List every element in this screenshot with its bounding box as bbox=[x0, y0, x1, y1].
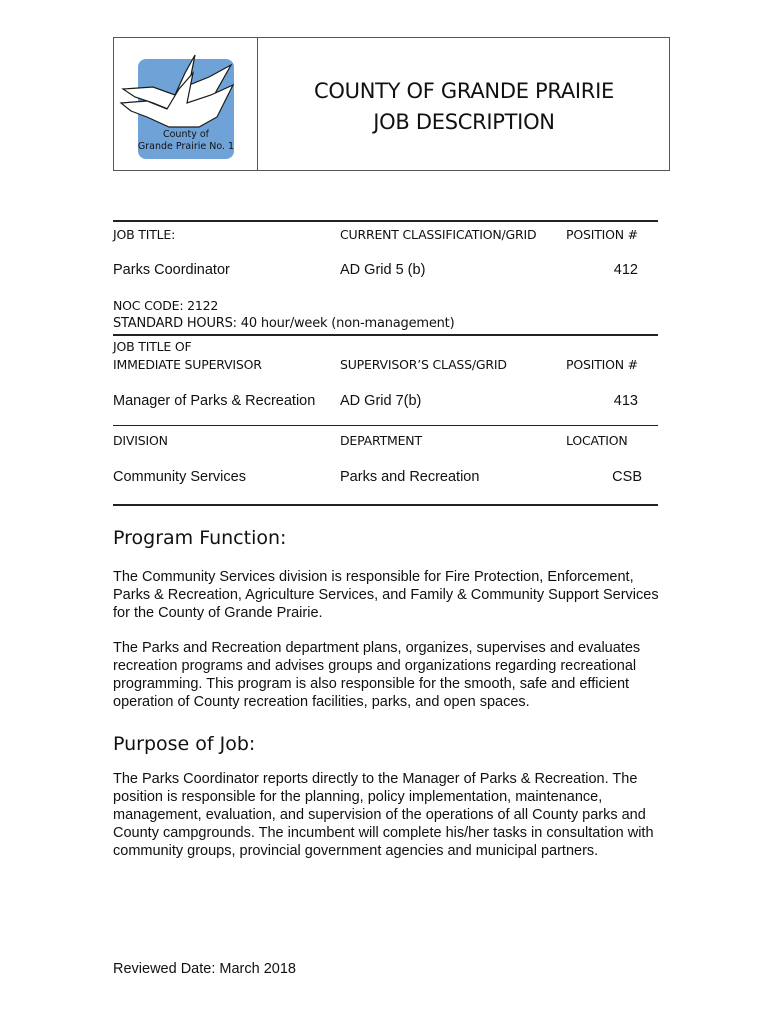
page-title-line2: JOB DESCRIPTION bbox=[373, 110, 555, 134]
department-label: DEPARTMENT bbox=[340, 433, 422, 448]
page-title-line1: COUNTY OF GRANDE PRAIRIE bbox=[314, 79, 614, 103]
supervisor-label-line1: JOB TITLE OF bbox=[113, 339, 192, 354]
supervisor-title-value: Manager of Parks & Recreation bbox=[113, 393, 316, 409]
program-function-heading: Program Function: bbox=[113, 527, 287, 549]
purpose-paragraph: The Parks Coordinator reports directly to the Manager of Parks & Recreation. The position is responsible for the planning, policy implementation, maintenance, management, evaluation, and supervision of the operations of all County parks and County campgrounds. The incumbent will complete his/her tasks in consultation with community groups, provincial government agencies and municipal partners. bbox=[113, 771, 654, 859]
classification-label: CURRENT CLASSIFICATION/GRID bbox=[340, 227, 537, 242]
division-label: DIVISION bbox=[113, 433, 168, 448]
purpose-heading: Purpose of Job: bbox=[113, 733, 256, 755]
supervisor-class-value: AD Grid 7(b) bbox=[340, 393, 422, 409]
supervisor-label-line2: IMMEDIATE SUPERVISOR bbox=[113, 357, 262, 372]
supervisor-position-value: 413 bbox=[613, 393, 638, 409]
divider-supervisor bbox=[113, 334, 658, 336]
noc-code: NOC CODE: 2122 bbox=[113, 298, 219, 313]
division-value: Community Services bbox=[113, 469, 246, 485]
department-value: Parks and Recreation bbox=[340, 469, 480, 485]
supervisor-class-label: SUPERVISOR’S CLASS/GRID bbox=[340, 357, 507, 372]
job-title-label: JOB TITLE: bbox=[113, 227, 176, 242]
position-value: 412 bbox=[613, 262, 638, 278]
position-label: POSITION # bbox=[566, 227, 638, 242]
divider-bottom bbox=[113, 504, 658, 506]
classification-value: AD Grid 5 (b) bbox=[340, 262, 426, 278]
divider-top bbox=[113, 220, 658, 222]
job-title-value: Parks Coordinator bbox=[113, 262, 230, 278]
logo-text-line2: Grande Prairie No. 1 bbox=[137, 141, 235, 152]
location-value: CSB bbox=[612, 469, 642, 485]
standard-hours: STANDARD HOURS: 40 hour/week (non-management) bbox=[113, 316, 455, 331]
logo-cell bbox=[113, 37, 258, 171]
county-logo bbox=[113, 37, 258, 171]
program-function-paragraph2: The Parks and Recreation department plans, organizes, supervises and evaluates recreation programs and advises groups and organizations regarding recreational programming. This program is also responsible for the smooth, safe and efficient operation of County recreation facilities, parks, and open spaces. bbox=[113, 640, 641, 710]
supervisor-position-label: POSITION # bbox=[566, 357, 638, 372]
logo-text-line1: County of bbox=[162, 129, 210, 140]
program-function-paragraph1: The Community Services division is responsible for Fire Protection, Enforcement, Parks & Recreation, Agriculture Services, and Family & Community Support Services for the County of Grande Prairie. bbox=[113, 569, 659, 621]
divider-division bbox=[113, 425, 658, 426]
reviewed-date: Reviewed Date: March 2018 bbox=[113, 961, 296, 977]
location-label: LOCATION bbox=[566, 433, 628, 448]
